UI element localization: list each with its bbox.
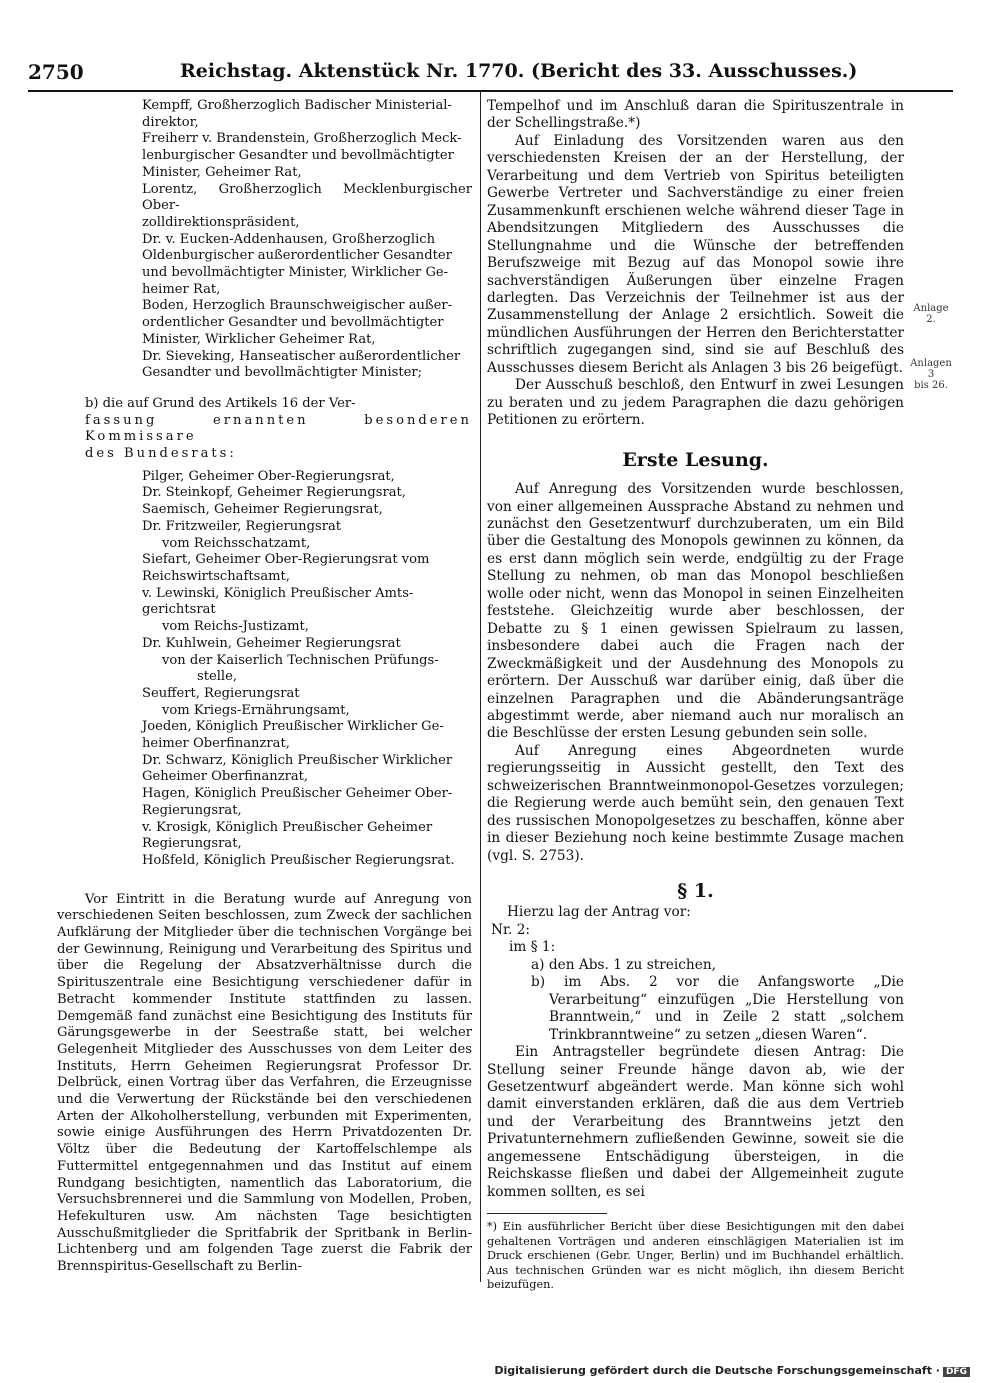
member-entry: [57, 636, 472, 686]
member-line: Regierungsrat,: [142, 802, 242, 818]
member-entry: [57, 786, 472, 819]
member-line: Regierungsrat,: [142, 836, 242, 852]
member-line: Hoßfeld, Königlich Preußischer Regierungsrat.: [142, 852, 455, 868]
antrag-intro: Hierzu lag der Antrag vor:: [507, 904, 691, 921]
member-line: Dr. Fritzweiler, Regierungsrat: [142, 518, 342, 534]
member-line: Dr. v. Eucken-Addenhausen, Großherzoglich: [142, 231, 436, 247]
member-line: Dr. Sieveking, Hanseatischer außerordentlicher: [142, 348, 461, 364]
footnote: *) Ein ausführlicher Bericht über diese Besichtigungen mit den dabei gehaltenen Vorträgen und anderen einschlägigen Materialien ist im Druck erschienen (Gebr. Unger, Berlin) und im Buchhandel erhältlich. Aus technischen Gründen war es nicht möglich, ihn diesem Bericht beizufügen.: [487, 1220, 904, 1291]
member-line: lenburgischer Gesandter und bevollmächtigter: [142, 148, 454, 164]
member-line: Lorentz, Großherzoglich Mecklenburgischer Ober-: [142, 181, 472, 214]
member-line: Pilger, Geheimer Ober-Regierungsrat,: [142, 468, 395, 484]
left-column: [57, 98, 472, 1276]
member-entry: [57, 502, 472, 519]
member-entry: [57, 298, 472, 348]
member-line: Oldenburgischer außerordentlicher Gesandter: [142, 248, 452, 264]
member-line: heimer Oberfinanzrat,: [142, 736, 290, 752]
dfg-logo: DFG: [943, 1367, 970, 1377]
paragraph-einladung: Auf Einladung des Vorsitzenden waren aus den verschiedensten Kreisen der an der Herstellung, der Verarbeitung und dem Vertrieb von Spiritus beteiligten Gewerbe Vertreter und Sachverständige zu einer freien Zusammenkunft erschienen welche während dieser Tage in Abendsitzungen Mitgliedern des Ausschusses die Stellungnahme und die Wünsche der betreffenden Berufszweige mit Bezug auf das Monopol sowie ihre sachverständigen Äußerungen über einzelne Fragen darlegten. Das Verzeichnis der Teilnehmer ist aus der Zusammenstellung der Anlage 2 ersichtlich. Soweit die mündlichen Ausführungen der Herren den Berichterstatter schriftlich zugegangen sind, sind sie auf Beschluß des Ausschusses diesem Bericht als Anlagen 3 bis 26 beigefügt.: [487, 132, 904, 376]
member-line: Minister, Wirklicher Geheimer Rat,: [142, 331, 376, 347]
intro-paragraph: Vor Eintritt in die Beratung wurde auf Anregung von verschiedenen Seiten beschlossen, zum Zweck der sachlichen Aufklärung der Mitglieder über die technischen Vorgänge bei der Gewinnung, Reinigung und Verarbeitung des Spiritus und über die Regelung der Absatzverhältnisse durch die Spirituszentrale eine Besichtigung verschiedener dafür in Betracht kommender Institute stattfinden zu lassen. Demgemäß fand zunächst eine Besichtigung des Instituts für Gärungsgewerbe in der Seestraße statt, bei welcher Gelegenheit Mitglieder des Ausschusses von dem Leiter des Instituts, Herrn Geheimen Regierungsrat Professor Dr. Delbrück, einen Vortrag über das Verfahren, die Erzeugnisse und die Verwertung der Rückstände bei den verschiedenen Arten der Alkoholherstellung, verbunden mit Experimenten, sowie einige Ausführungen des Herrn Privatdozenten Dr. Völtz über die Bedeutung der Kartoffelschlempe als Futtermittel entgegennahmen und das Institut auf einem Rundgang besichtigten, namentlich das Laboratorium, die Versuchsbrennerei und die Sammlung von Modellen, Proben, Hefekulturen usw. Am nächsten Tage besichtigten Ausschußmitglieder die Spritfabrik der Spritbank in Berlin-Lichtenberg und am folgenden Tage zuerst die Fabrik der Brennspiritus-Gesellschaft zu Berlin-: [57, 891, 472, 1275]
member-entry: [57, 131, 472, 181]
members-list-a: [57, 98, 472, 382]
paragraph-abgeordneter: Auf Anregung eines Abgeordneten wurde regierungsseitig in Aussicht gestellt, den Text des schweizerischen Branntweinmonopol-Gesetzes vorzulegen; die Regierung werde auch bemüht sein, den genauen Text des russischen Monopolgesetzes zu beschaffen, könne aber in dieser Beziehung noch keine bestimmte Zusage machen (vgl. S. 2753).: [487, 742, 904, 864]
antrag-number: Nr. 2:: [491, 921, 531, 938]
member-entry: [57, 820, 472, 853]
paragraph-continuation: Tempelhof und im Anschluß daran die Spirituszentrale in der Schellingstraße.*): [487, 98, 904, 132]
member-line: Saemisch, Geheimer Regierungsrat,: [142, 502, 383, 518]
member-entry: [57, 719, 472, 752]
member-line: Freiherr v. Brandenstein, Großherzoglich Meck-: [142, 131, 462, 147]
member-entry: [57, 853, 472, 870]
member-line: Gesandter und bevollmächtigter Minister;: [142, 365, 423, 381]
member-line: Dr. Kuhlwein, Geheimer Regierungsrat: [142, 635, 401, 651]
page-number: 2750: [28, 60, 84, 84]
members-list-b: [57, 469, 472, 870]
paragraph-antragsteller: Ein Antragsteller begründete diesen Antrag: Die Stellung seiner Freunde hänge davon ab, wie der Gesetzentwurf abgeändert werde. Man könne sich wohl damit einverstanden erklären, daß die aus dem Vertrieb und der Verarbeitung des Branntweins jetzt den Privatunternehmern zufließenden Gewinne, soweit sie die angemessene Entschädigung übersteigen, in die Reichskasse fließen und dabei der Allgemeinheit zugute kommen sollten, es sei: [487, 1044, 904, 1200]
member-entry: [57, 519, 472, 552]
member-line: v. Lewinski, Königlich Preußischer Amts-: [142, 585, 414, 601]
margin-note-line: bis 26.: [914, 380, 948, 391]
member-entry: [57, 552, 472, 585]
header-rule: [28, 90, 953, 92]
member-entry: [57, 182, 472, 232]
footnote-rule: [487, 1213, 607, 1214]
column-divider: [480, 92, 481, 1282]
dfg-credit-text: Digitalisierung gefördert durch die Deutsche Forschungsgemeinschaft ·: [494, 1364, 940, 1377]
right-column: [487, 98, 904, 1201]
member-line: ordentlicher Gesandter und bevollmächtigter: [142, 315, 444, 331]
dfg-credit: [494, 1364, 970, 1377]
margin-note-anlage-2: Anlage 2.: [913, 303, 949, 325]
member-affiliation: vom Reichsschatzamt,: [162, 535, 311, 551]
margin-note-line: Anlagen 3: [910, 358, 952, 380]
paragraph-beschluss: Der Ausschuß beschloß, den Entwurf in zwei Lesungen zu beraten und zu jedem Paragraphen die dazu gehörigen Petitionen zu erörtern.: [487, 377, 904, 429]
heading-erste-lesung: Erste Lesung.: [622, 448, 769, 471]
member-line: Hagen, Königlich Preußischer Geheimer Ober-: [142, 786, 453, 802]
antrag-item-b: b) im Abs. 2 vor die Anfangsworte „Die Verarbeitung“ einzufügen „Die Herstellung von Branntwein,“ und in Zeile 2 statt „solchem Trinkbranntweine“ zu setzen „diesen Waren“.: [531, 974, 904, 1043]
member-entry: [57, 485, 472, 502]
member-affiliation: von der Kaiserlich Technischen Prüfungs-: [162, 652, 439, 668]
member-entry: [57, 586, 472, 636]
member-line: Joeden, Königlich Preußischer Wirklicher Ge-: [142, 719, 444, 735]
member-affiliation: stelle,: [197, 669, 238, 685]
member-affiliation: vom Kriegs-Ernährungsamt,: [162, 702, 350, 718]
member-entry: [57, 469, 472, 486]
member-line: Geheimer Oberfinanzrat,: [142, 769, 309, 785]
member-entry: [57, 686, 472, 719]
member-line: heimer Rat,: [142, 281, 221, 297]
member-line: v. Krosigk, Königlich Preußischer Geheimer: [142, 819, 433, 835]
member-line: und bevollmächtigter Minister, Wirklicher Ge-: [142, 265, 449, 281]
member-affiliation: vom Reichs-Justizamt,: [162, 619, 309, 635]
antrag-section: im § 1:: [509, 939, 556, 956]
member-entry: [57, 98, 472, 131]
member-line: Minister, Geheimer Rat,: [142, 164, 302, 180]
paragraph-anregung: Auf Anregung des Vorsitzenden wurde beschlossen, von einer allgemeinen Aussprache Abstand zu nehmen und zunächst den Gesetzentwurf durchzuberaten, um ein Bild über die Gestaltung des Monopols gewinnen zu können, da es erst dann möglich sein werde, endgültig zu der Frage Stellung zu nehmen, ob man das Monopol beschließen wolle oder nicht, wenn das Monopol in seinen Einzelheiten feststehe. Gleichzeitig wurde aber beschlossen, der Debatte zu § 1 einen gewissen Spielraum zu lassen, insbesondere dabei auch die Fragen nach der Zweckmäßigkeit und der Ausdehnung des Monopols zu erörtern. Der Ausschuß war darüber einig, daß über die einzelnen Paragraphen und die Abänderungsanträge abgestimmt werde, aber niemand auch nur moralisch an die Beschlüsse der ersten Lesung gebunden sein solle.: [487, 481, 904, 742]
member-line: Reichswirtschaftsamt,: [142, 568, 290, 584]
member-line: Dr. Steinkopf, Geheimer Regierungsrat,: [142, 485, 406, 501]
member-entry: [57, 349, 472, 382]
member-line: gerichtsrat: [142, 602, 216, 618]
member-line: Siefart, Geheimer Ober-Regierungsrat vom: [142, 552, 430, 568]
heading-paragraph-1: § 1.: [677, 880, 714, 903]
section-b-heading: b) die auf Grund des Artikels 16 der Ver- fassung ernannten besonderen Kommissare des Bundesrats:: [85, 395, 472, 462]
antrag-item-a: a) den Abs. 1 zu streichen,: [531, 956, 716, 973]
margin-note-anlagen-3-26: [910, 358, 952, 391]
member-line: Seuffert, Regierungsrat: [142, 685, 300, 701]
member-entry: [57, 232, 472, 299]
running-header: Reichstag. Aktenstück Nr. 1770. (Bericht des 33. Ausschusses.): [180, 60, 858, 82]
member-line: Dr. Schwarz, Königlich Preußischer Wirklicher: [142, 752, 453, 768]
member-line: zolldirektionspräsident,: [142, 214, 300, 230]
member-line: Kempff, Großherzoglich Badischer Ministerial-: [142, 98, 452, 113]
member-line: direktor,: [142, 114, 199, 130]
member-line: Boden, Herzoglich Braunschweigischer außer-: [142, 298, 453, 314]
member-entry: [57, 753, 472, 786]
